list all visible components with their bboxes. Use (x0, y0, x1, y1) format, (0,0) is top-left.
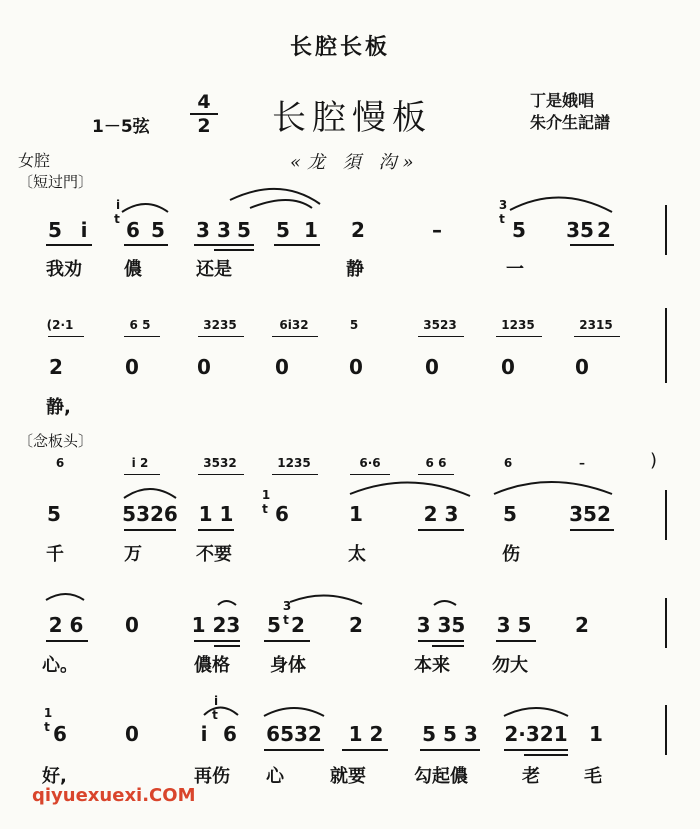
accomp-note: 1235 (277, 456, 311, 470)
lyric-row-2 (0, 393, 700, 419)
note-group: 352 (569, 502, 611, 526)
underline (214, 645, 240, 647)
lyric: 毛 (584, 766, 602, 787)
underline (194, 244, 254, 246)
note: 2 (597, 218, 611, 242)
meter-top: 4 (197, 91, 211, 113)
lyric: 心。 (42, 655, 78, 676)
slur (350, 482, 470, 496)
slur (290, 595, 362, 604)
note-group: 5326 (122, 502, 178, 526)
grace-note: 1 (261, 488, 271, 502)
underline (264, 640, 310, 642)
underline (570, 529, 614, 531)
grace-mark: t (283, 613, 289, 627)
lyric: 一 (506, 259, 524, 280)
underline (198, 336, 244, 337)
note-group: 3 5 (496, 613, 532, 637)
accomp-note: 5 (349, 318, 359, 332)
section-tag-short-prelude: 〔短过門〕 (18, 173, 94, 191)
lyric: 再伤 (194, 766, 230, 787)
underline (198, 529, 234, 531)
lyric: 本来 (414, 655, 450, 676)
lyric: 儂格 (194, 655, 230, 676)
song-title: 长腔慢板 (272, 98, 432, 138)
note: 0 (349, 355, 363, 379)
note: 5 (237, 218, 251, 242)
accomp-note: 3523 (423, 318, 457, 332)
grace-note: i (213, 694, 219, 708)
grace-mark: t (212, 708, 218, 722)
note-group: 1 2 (348, 722, 384, 746)
note: 2 (351, 218, 365, 242)
underline (418, 529, 464, 531)
lyric: 心 (266, 766, 284, 787)
note: 2 (49, 355, 63, 379)
note: 5 (276, 218, 290, 242)
underline (272, 474, 318, 475)
lyric: 还是 (196, 259, 232, 280)
note: 1 (589, 722, 603, 746)
underline (420, 749, 480, 751)
section-tag-reading-intro: 〔念板头〕 (18, 432, 94, 450)
slur (122, 204, 168, 212)
note: 1 (349, 502, 363, 526)
underline (496, 336, 542, 337)
note: 0 (275, 355, 289, 379)
underline (198, 474, 244, 475)
accomp-note: 6i32 (279, 318, 309, 332)
lyric-row-4 (0, 651, 700, 677)
lyric: 太 (348, 544, 366, 565)
note: i (80, 218, 88, 242)
lyric: 不要 (196, 544, 232, 565)
underline (46, 244, 92, 246)
slur (46, 594, 84, 600)
lyric: 身体 (270, 655, 306, 676)
note-group: 1 1 (198, 502, 234, 526)
note-group: 3 35 (416, 613, 466, 637)
watermark: qiyuexuexi.COM (32, 785, 196, 806)
lyric: 静 (346, 259, 364, 280)
underline (432, 645, 464, 647)
page-title: 长腔长板 (290, 35, 391, 60)
underline (524, 754, 568, 756)
lyric: 老 (522, 766, 540, 787)
note: 6 (223, 722, 237, 746)
underline (214, 249, 254, 251)
underline (496, 640, 536, 642)
note: 5 (503, 502, 517, 526)
notation-row-2 (0, 355, 700, 383)
accomp-note: 2315 (579, 318, 613, 332)
bar-line (665, 490, 667, 540)
underline (274, 244, 320, 246)
grace-mark: t (44, 720, 50, 734)
underline (124, 474, 160, 475)
accomp-note: 1235 (501, 318, 535, 332)
note: 0 (125, 613, 139, 637)
grace-mark: t (499, 212, 505, 226)
accomp-note: 3532 (203, 456, 237, 470)
bar-line (665, 205, 667, 255)
note: 6 (53, 722, 67, 746)
note: 5 (512, 218, 526, 242)
grace-mark: t (114, 212, 120, 226)
note: 35 (566, 218, 594, 242)
lyric: 勾起儂 (414, 766, 468, 787)
lyric: 我劝 (46, 259, 82, 280)
voice-label (18, 148, 93, 192)
underline (264, 749, 324, 751)
note: 0 (125, 355, 139, 379)
accomp-note: 6 (503, 456, 513, 470)
notation-row-5 (0, 694, 700, 750)
accompaniment-row-3 (0, 450, 700, 484)
underline (574, 336, 620, 337)
time-signature (190, 92, 218, 136)
note-group: 5 5 3 (422, 722, 478, 746)
accomp-note: 6 (55, 456, 65, 470)
note-group: 6532 (266, 722, 322, 746)
note-group: 1 23 (191, 613, 241, 637)
voice-type: 女腔 (18, 151, 51, 170)
slur (218, 601, 236, 605)
accomp-note: – (579, 456, 585, 470)
slur (264, 708, 324, 716)
slur (510, 197, 612, 212)
grace-note: 3 (282, 599, 292, 613)
underline (418, 336, 464, 337)
note: i (200, 722, 208, 746)
bar-line (665, 598, 667, 648)
underline (342, 749, 388, 751)
slur (250, 200, 312, 208)
note: 3 (196, 218, 210, 242)
note: 0 (575, 355, 589, 379)
bar-line (665, 308, 667, 383)
slur (204, 708, 238, 716)
underline (46, 640, 88, 642)
note: 2 (575, 613, 589, 637)
lyric-row-1 (0, 255, 700, 281)
notation-row-4 (0, 599, 700, 641)
notation-row-1 (0, 198, 700, 246)
note: 2 (349, 613, 363, 637)
note: 5 (267, 613, 281, 637)
meter-bottom: 2 (197, 115, 211, 137)
lyric: 儂 (124, 259, 142, 280)
note: 2 (291, 613, 305, 637)
note-group: 2 3 (423, 502, 459, 526)
slur (124, 489, 176, 498)
accomp-close-paren: ) (650, 450, 658, 471)
accomp-note: 6 5 (129, 318, 151, 332)
note: 5 (151, 218, 165, 242)
notation-row-3 (0, 488, 700, 530)
opera-name: «龙 須 沟» (290, 152, 420, 173)
note-dash: – (432, 218, 442, 242)
lyric: 万 (124, 544, 142, 565)
underline (418, 640, 464, 642)
accomp-note: (2·1 (46, 318, 74, 332)
grace-note: 1 (43, 706, 53, 720)
slur (504, 708, 568, 716)
lyric: 就要 (330, 766, 366, 787)
bar-line (665, 705, 667, 755)
note-group: 2 6 (48, 613, 84, 637)
note: 1 (304, 218, 318, 242)
lyric: 千 (46, 544, 64, 565)
accomp-note: 3235 (203, 318, 237, 332)
underline (124, 336, 160, 337)
underline (194, 640, 240, 642)
accomp-note: 6 6 (425, 456, 447, 470)
singer-credit: 丁是娥唱 (530, 91, 595, 110)
note: 0 (125, 722, 139, 746)
note: 0 (425, 355, 439, 379)
lyric-row-3 (0, 540, 700, 566)
lyric: 好, (42, 766, 67, 787)
grace-note: i (115, 198, 121, 212)
underline (350, 474, 390, 475)
note: 0 (501, 355, 515, 379)
note: 6 (275, 502, 289, 526)
underline (124, 529, 176, 531)
grace-mark: t (262, 502, 268, 516)
underline (570, 244, 614, 246)
underline (48, 336, 84, 337)
credits (530, 90, 610, 134)
note: 6 (126, 218, 140, 242)
string-tuning: 1－5弦 (92, 117, 150, 137)
accomp-note: 6·6 (359, 456, 381, 470)
accomp-note: i 2 (131, 456, 149, 470)
lyric: 静, (46, 397, 71, 418)
grace-note: 3 (498, 198, 508, 212)
underline (418, 474, 454, 475)
note: 3 (217, 218, 231, 242)
slur (230, 189, 320, 204)
note: 5 (48, 218, 62, 242)
underline (272, 336, 318, 337)
note-group: 2·321 (504, 722, 568, 746)
lyric: 勿大 (492, 655, 528, 676)
underline (504, 749, 568, 751)
note: 5 (47, 502, 61, 526)
note: 0 (197, 355, 211, 379)
slur (434, 601, 456, 605)
underline (124, 244, 168, 246)
lyric: 伤 (502, 544, 520, 565)
notator-credit: 朱介生記譜 (530, 113, 611, 132)
accompaniment-row-2 (0, 318, 700, 346)
